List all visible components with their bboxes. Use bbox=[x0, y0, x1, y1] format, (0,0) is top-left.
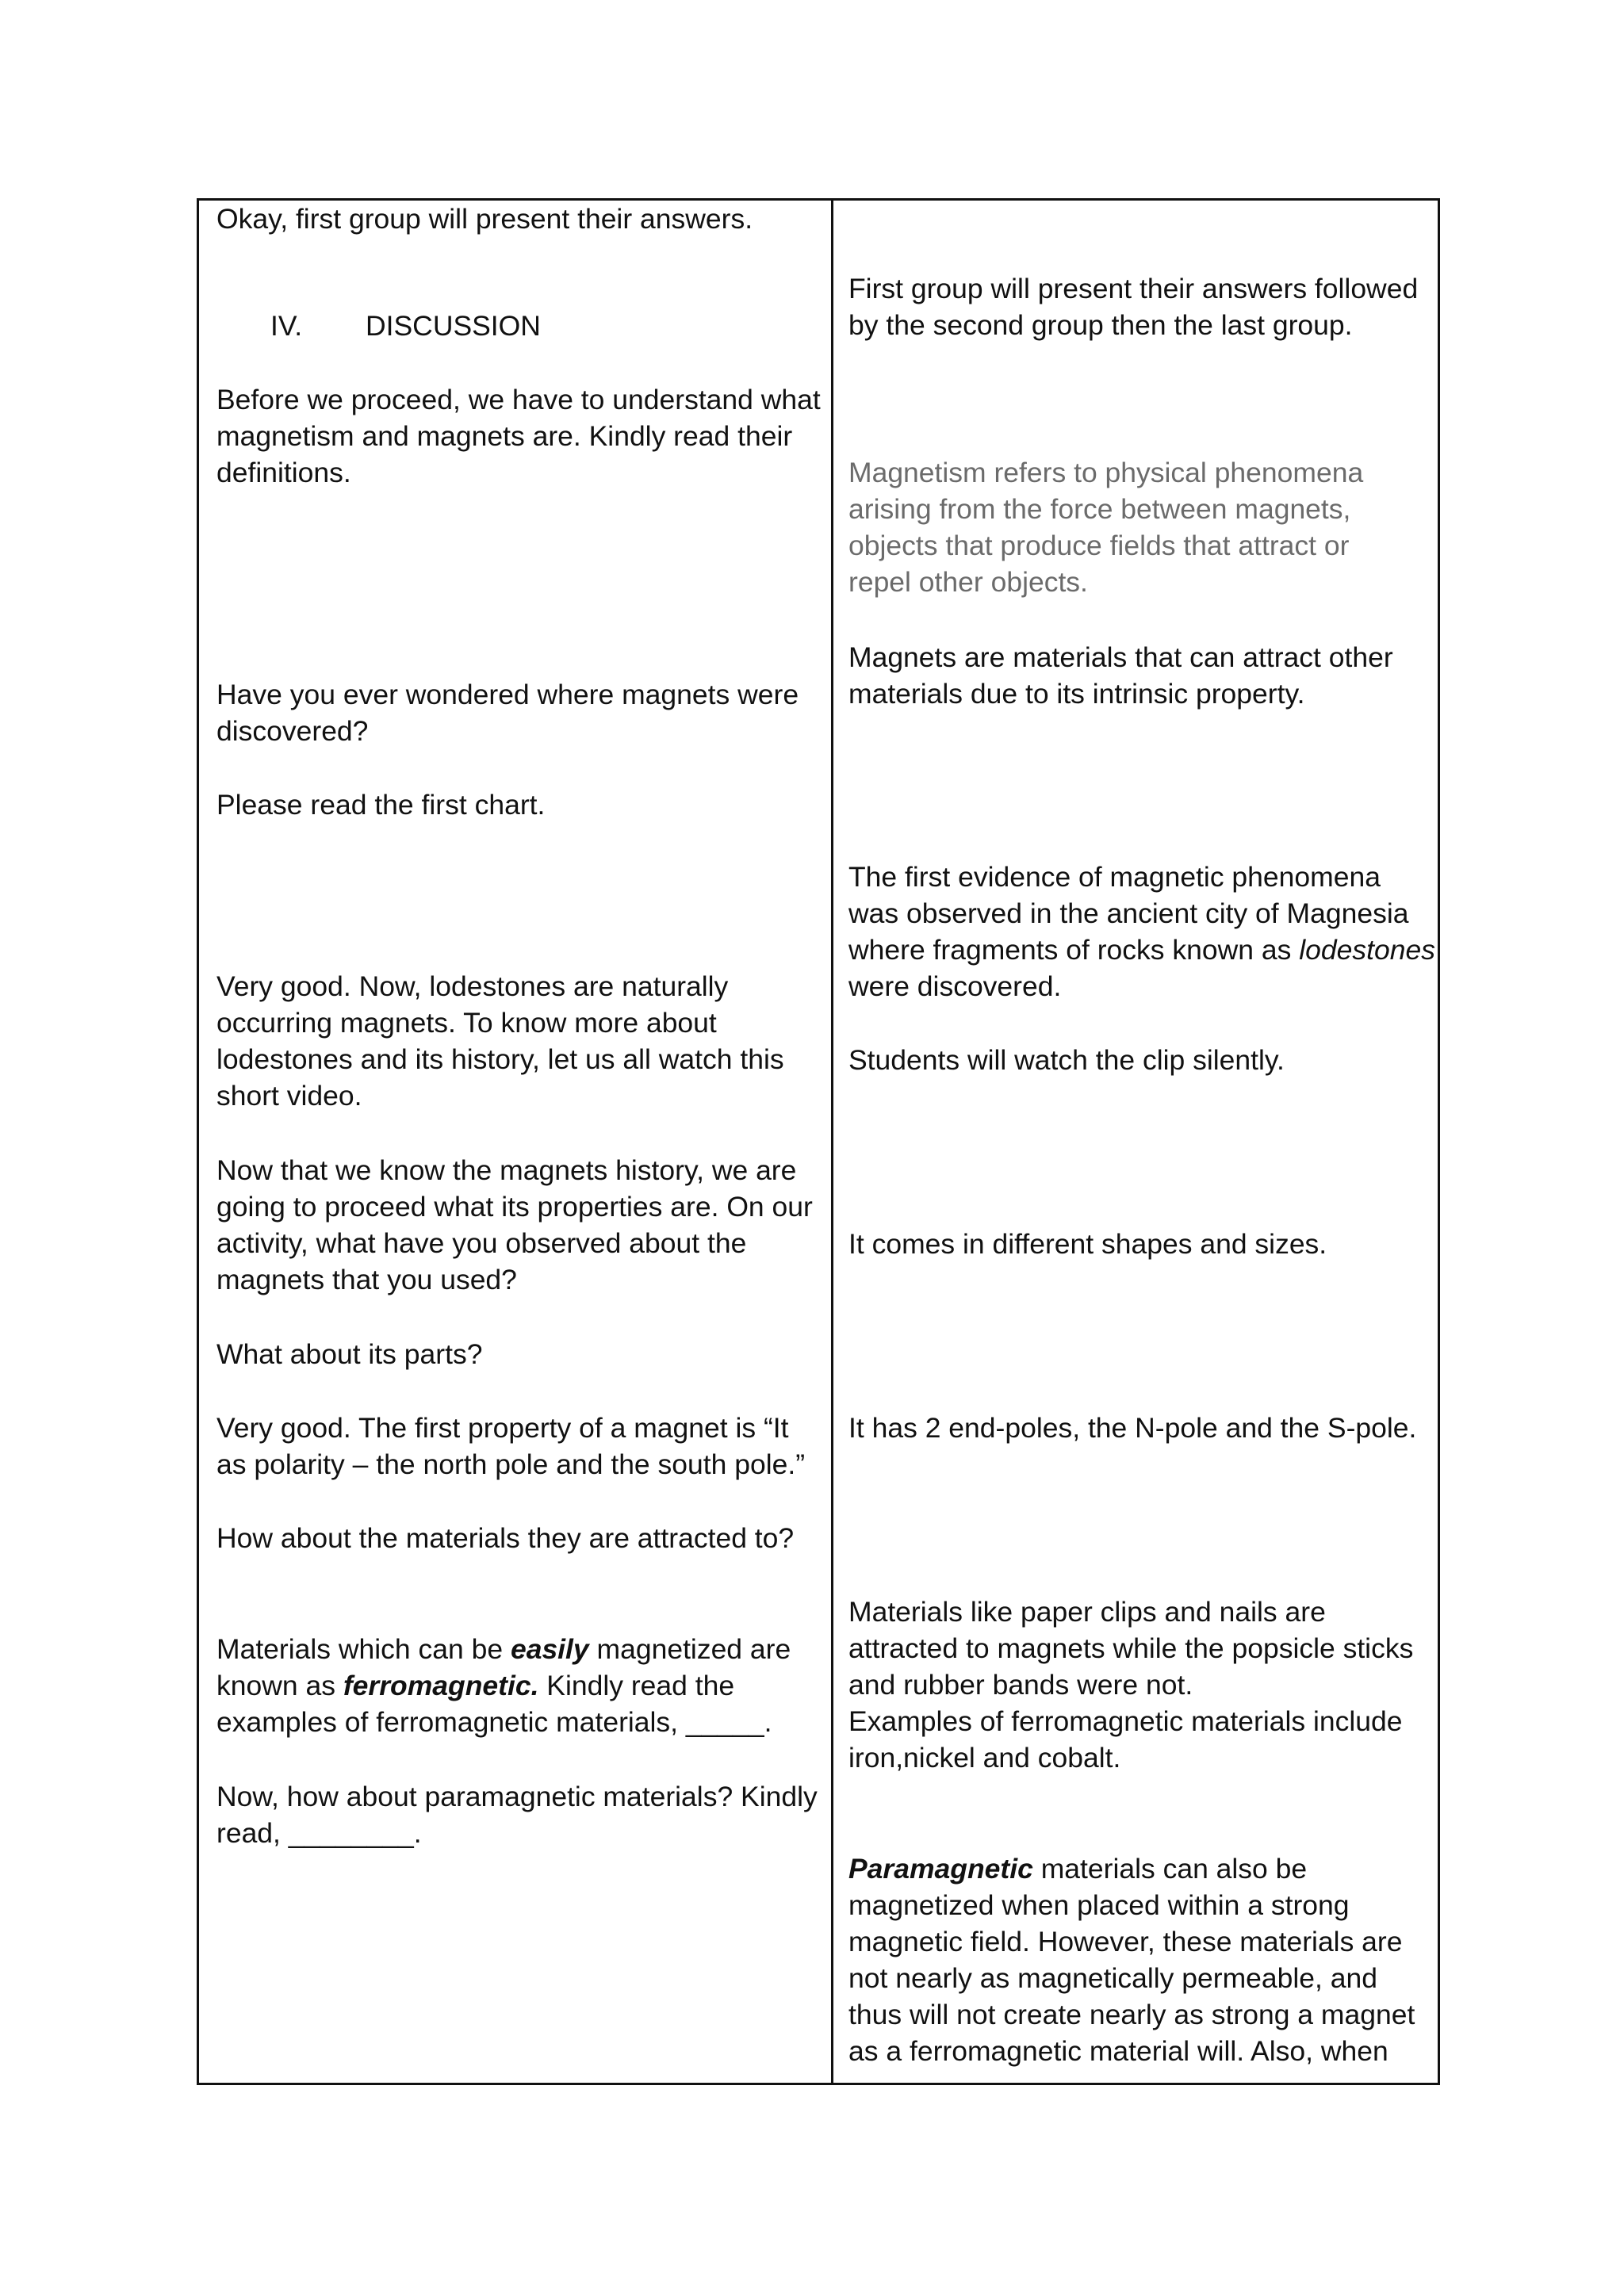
student-line: were discovered. bbox=[848, 970, 1062, 1002]
teacher-line: discovered? bbox=[216, 715, 369, 747]
student-line: arising from the force between magnets, bbox=[848, 493, 1351, 525]
student-line: was observed in the ancient city of Magnesia bbox=[848, 897, 1409, 929]
teacher-line: Very good. The first property of a magnet is “It bbox=[216, 1412, 789, 1444]
student-line: Examples of ferromagnetic materials include bbox=[848, 1705, 1403, 1737]
teacher-line: known as ferromagnetic. Kindly read the bbox=[216, 1670, 735, 1701]
teacher-line: read, ________. bbox=[216, 1817, 422, 1849]
teacher-line: Now, how about paramagnetic materials? Kindly bbox=[216, 1781, 818, 1812]
student-line: and rubber bands were not. bbox=[848, 1669, 1193, 1701]
teacher-line: as polarity – the north pole and the south pole.” bbox=[216, 1448, 806, 1480]
teacher-line: How about the materials they are attracted to? bbox=[216, 1522, 795, 1554]
teacher-line: magnetism and magnets are. Kindly read their bbox=[216, 420, 793, 452]
teacher-line: Materials which can be easily magnetized are bbox=[216, 1633, 791, 1665]
student-line: It has 2 end-poles, the N-pole and the S-pole. bbox=[848, 1412, 1417, 1444]
student-line: The first evidence of magnetic phenomena bbox=[848, 861, 1381, 893]
teacher-line: Have you ever wondered where magnets were bbox=[216, 679, 799, 710]
teacher-line: magnets that you used? bbox=[216, 1264, 517, 1295]
emphasis-ferromagnetic: ferromagnetic. bbox=[343, 1670, 539, 1701]
section-numeral: IV. bbox=[270, 310, 303, 342]
student-line: iron,nickel and cobalt. bbox=[848, 1742, 1121, 1774]
student-line: by the second group then the last group. bbox=[848, 309, 1353, 341]
emphasis-easily: easily bbox=[510, 1633, 589, 1665]
teacher-line: going to proceed what its properties are. On our bbox=[216, 1191, 813, 1223]
teacher-line: examples of ferromagnetic materials, _____. bbox=[216, 1706, 772, 1738]
student-line: Students will watch the clip silently. bbox=[848, 1044, 1285, 1076]
lesson-table bbox=[197, 198, 1440, 2085]
teacher-line: definitions. bbox=[216, 457, 351, 488]
teacher-line: short video. bbox=[216, 1080, 362, 1112]
student-line: Paramagnetic materials can also be bbox=[848, 1853, 1308, 1885]
student-line: thus will not create nearly as strong a magnet bbox=[848, 1999, 1415, 2030]
emphasis-paramagnetic: Paramagnetic bbox=[848, 1853, 1033, 1885]
student-line: It comes in different shapes and sizes. bbox=[848, 1228, 1327, 1260]
teacher-line: occurring magnets. To know more about bbox=[216, 1007, 717, 1039]
teacher-line: Before we proceed, we have to understand what bbox=[216, 384, 821, 415]
teacher-line: Very good. Now, lodestones are naturally bbox=[216, 970, 729, 1002]
teacher-line: Okay, first group will present their answers. bbox=[216, 203, 753, 235]
student-line: Magnets are materials that can attract other bbox=[848, 641, 1393, 673]
teacher-line: activity, what have you observed about the bbox=[216, 1227, 747, 1259]
student-line: First group will present their answers followed bbox=[848, 273, 1419, 304]
student-line: objects that produce fields that attract or bbox=[848, 530, 1350, 561]
student-line: not nearly as magnetically permeable, and bbox=[848, 1962, 1377, 1994]
student-line: where fragments of rocks known as lodestones bbox=[848, 934, 1435, 966]
section-title: DISCUSSION bbox=[366, 310, 541, 342]
student-line: repel other objects. bbox=[848, 566, 1088, 598]
student-line: Magnetism refers to physical phenomena bbox=[848, 457, 1364, 488]
teacher-line: lodestones and its history, let us all watch this bbox=[216, 1043, 784, 1075]
student-line: attracted to magnets while the popsicle sticks bbox=[848, 1632, 1414, 1664]
emphasis-lodestones: lodestones bbox=[1299, 934, 1435, 966]
teacher-line: Now that we know the magnets history, we are bbox=[216, 1154, 797, 1186]
student-line: magnetized when placed within a strong bbox=[848, 1889, 1350, 1921]
column-divider bbox=[831, 201, 833, 2083]
student-line: Materials like paper clips and nails are bbox=[848, 1596, 1326, 1628]
student-line: magnetic field. However, these materials are bbox=[848, 1926, 1403, 1957]
student-line: materials due to its intrinsic property. bbox=[848, 678, 1305, 710]
teacher-line: Please read the first chart. bbox=[216, 789, 546, 821]
teacher-line: What about its parts? bbox=[216, 1338, 483, 1370]
student-line: as a ferromagnetic material will. Also, when bbox=[848, 2035, 1388, 2067]
